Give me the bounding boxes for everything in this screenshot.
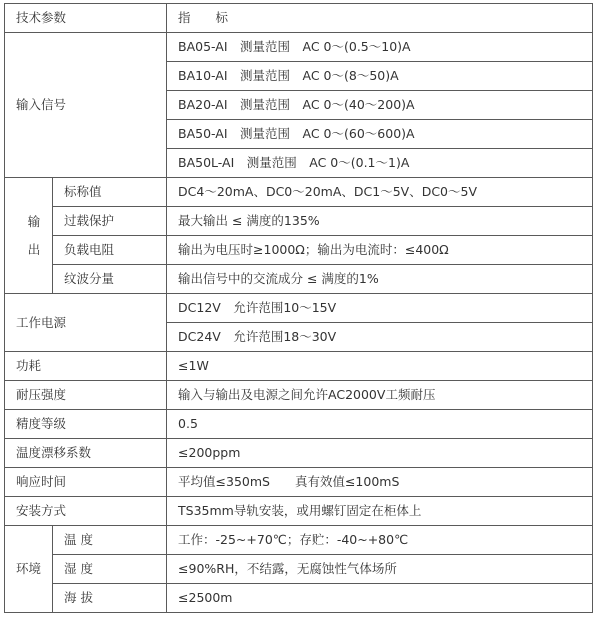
table-row bbox=[5, 555, 593, 584]
row-name: 温度漂移系数 bbox=[5, 439, 167, 468]
input-row-value: BA10-AI 测量范围 AC 0～(8～50)A bbox=[167, 62, 593, 91]
output-row-name: 负载电阻 bbox=[53, 236, 167, 265]
row-name: 精度等级 bbox=[5, 410, 167, 439]
table-row bbox=[5, 265, 593, 294]
row-name: 耐压强度 bbox=[5, 381, 167, 410]
row-value: TS35mm导轨安装，或用螺钉固定在柜体上 bbox=[167, 497, 593, 526]
output-row-value: 输出为电压时≥1000Ω；输出为电流时：≤400Ω bbox=[167, 236, 593, 265]
input-row-value: BA20-AI 测量范围 AC 0～(40～200)A bbox=[167, 91, 593, 120]
table-row bbox=[5, 381, 593, 410]
header-spec: 指 标 bbox=[167, 4, 593, 33]
power-label: 工作电源 bbox=[5, 294, 167, 352]
output-label bbox=[5, 178, 53, 294]
environment-row-value: ≤2500m bbox=[167, 584, 593, 613]
environment-row-name: 海 拔 bbox=[53, 584, 167, 613]
output-row-name: 标称值 bbox=[53, 178, 167, 207]
output-row-value: 最大输出 ≤ 满度的135% bbox=[167, 207, 593, 236]
row-name: 安装方式 bbox=[5, 497, 167, 526]
environment-label: 环境 bbox=[5, 526, 53, 613]
row-value: 平均值≤350mS 真有效值≤100mS bbox=[167, 468, 593, 497]
output-row-name: 过载保护 bbox=[53, 207, 167, 236]
header-row bbox=[5, 4, 593, 33]
input-signal-label: 输入信号 bbox=[5, 33, 167, 178]
table-row bbox=[5, 178, 593, 207]
row-name: 响应时间 bbox=[5, 468, 167, 497]
table-row bbox=[5, 352, 593, 381]
output-row-name: 纹波分量 bbox=[53, 265, 167, 294]
table-row bbox=[5, 236, 593, 265]
table-row bbox=[5, 207, 593, 236]
input-row-value: BA50L-AI 测量范围 AC 0～(0.1～1)A bbox=[167, 149, 593, 178]
row-value: ≤1W bbox=[167, 352, 593, 381]
table-row bbox=[5, 584, 593, 613]
table-row bbox=[5, 33, 593, 62]
environment-row-value: ≤90%RH，不结露，无腐蚀性气体场所 bbox=[167, 555, 593, 584]
environment-row-name: 湿 度 bbox=[53, 555, 167, 584]
table-row bbox=[5, 294, 593, 323]
power-row-value: DC24V 允许范围18～30V bbox=[167, 323, 593, 352]
row-value: 输入与输出及电源之间允许AC2000V工频耐压 bbox=[167, 381, 593, 410]
environment-row-name: 温 度 bbox=[53, 526, 167, 555]
power-row-value: DC12V 允许范围10～15V bbox=[167, 294, 593, 323]
table-row bbox=[5, 497, 593, 526]
output-row-value: DC4～20mA、DC0～20mA、DC1～5V、DC0～5V bbox=[167, 178, 593, 207]
input-row-value: BA50-AI 测量范围 AC 0～(60～600)A bbox=[167, 120, 593, 149]
input-row-value: BA05-AI 测量范围 AC 0～(0.5～10)A bbox=[167, 33, 593, 62]
table-row bbox=[5, 410, 593, 439]
spec-table bbox=[4, 3, 593, 613]
environment-row-value: 工作：-25~+70℃；存贮：-40~+80℃ bbox=[167, 526, 593, 555]
output-label-char: 出 bbox=[27, 241, 41, 257]
table-row bbox=[5, 439, 593, 468]
header-param: 技术参数 bbox=[5, 4, 167, 33]
output-row-value: 输出信号中的交流成分 ≤ 满度的1% bbox=[167, 265, 593, 294]
row-value: ≤200ppm bbox=[167, 439, 593, 468]
table-row bbox=[5, 526, 593, 555]
table-row bbox=[5, 468, 593, 497]
row-value: 0.5 bbox=[167, 410, 593, 439]
output-label-char: 输 bbox=[27, 213, 41, 229]
row-name: 功耗 bbox=[5, 352, 167, 381]
